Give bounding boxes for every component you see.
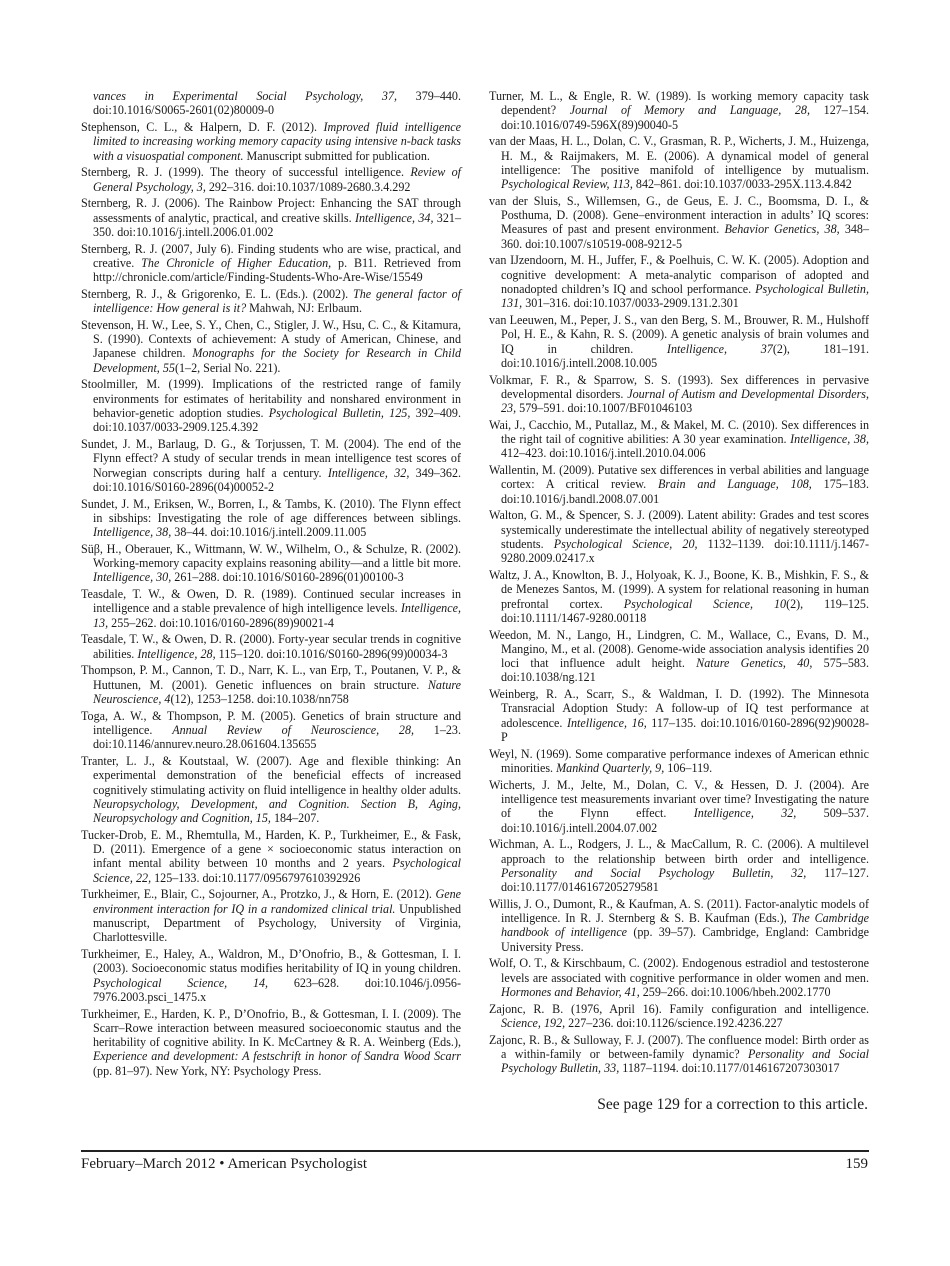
reference-source: Hormones and Behavior, 41, (501, 985, 640, 1000)
reference-entry (81, 947, 461, 1004)
reference-text: van IJzendoorn, M. H., Juffer, F., & Poelhuis, C. W. K. (2005). Adoption and cognitive development: A meta-analytic comparison of adopted and nonadopted children’s IQ and school performance. (489, 253, 869, 297)
reference-source: The general factor of intelligence: How general is it? (93, 286, 462, 316)
reference-entry (81, 287, 461, 316)
reference-text: Wolf, O. T., & Kirschbaum, C. (2002). Endogenous estradiol and testosterone levels are associated with cognitive performance in older women and men. (489, 956, 869, 985)
reference-entry (81, 318, 461, 375)
correction-note: See page 129 for a correction to this article. (597, 1096, 868, 1113)
reference-entry (81, 1007, 461, 1078)
reference-text: van der Maas, H. L., Dolan, C. V., Grasman, R. P., Wicherts, J. M., Huizenga, H. M., & Raijmakers, M. E. (2006). A dynamical model of general intelligence: The positive manifold of intelligence by mutualism. (489, 134, 869, 177)
reference-source: Intelligence, 16, (566, 715, 647, 730)
reference-source: Intelligence, 38, (790, 432, 869, 447)
reference-entry (489, 134, 869, 191)
reference-entry (81, 887, 461, 944)
reference-source: Neuropsychology, Development, and Cognition. Section B, Aging, Neuropsychology and Cognition, 15, (93, 796, 461, 826)
reference-details: 842–861. doi:10.1037/0033-295X.113.4.842 (632, 177, 852, 192)
reference-details: 117–127. doi:10.1177/0146167205279581 (501, 865, 869, 895)
reference-entry (489, 373, 869, 416)
reference-source: Intelligence, 34, (354, 210, 434, 225)
reference-source: Intelligence, 32, (693, 806, 797, 821)
reference-entry (81, 242, 461, 285)
reference-details: (12), 1253–1258. doi:10.1038/nn758 (170, 691, 349, 706)
reference-text: Sundet, J. M., Barlaug, D. G., & Torjussen, T. M. (2004). The end of the Flynn effect? A study of secular trends in mean intelligence test scores of Norwegian conscripts during half a century. (81, 436, 461, 480)
reference-entry (81, 754, 461, 825)
reference-entry (489, 897, 869, 954)
reference-text: Wichman, A. L., Rodgers, J. L., & MacCallum, R. C. (2006). A multilevel approach to the relationship between birth order and intelligence. (489, 837, 869, 866)
reference-text: Turkheimer, E., Blair, C., Sojourner, A., Protzko, J., & Horn, E. (2012). (81, 887, 436, 902)
reference-details: 321–350. doi:10.1016/j.intell.2006.01.002 (93, 210, 461, 239)
reference-text: Süβ, H., Oberauer, K., Wittmann, W. W., Wilhelm, O., & Schulze, R. (2002). Working-memory capacity explains reasoning ability—and a little bit more. (81, 541, 461, 571)
reference-entry (489, 568, 869, 625)
reference-text: Willis, J. O., Dumont, R., & Kaufman, A. S. (2011). Factor-analytic models of intelligence. In R. J. Sternberg & S. B. Kaufman (Eds.), (489, 896, 869, 926)
reference-text: Weedon, M. N., Lango, H., Lindgren, C. M., Wallace, C., Evans, D. M., Mangino, M., et al. (2008). Genome-wide association analysis identifies 20 loci that influence adult height. (489, 627, 869, 671)
reference-text: Stoolmiller, M. (1999). Implications of the restricted range of family environments for estimates of heritability and nonshared environment in behavior-genetic adoption studies. (81, 377, 461, 420)
reference-details: 575–583. doi:10.1038/ng.121 (501, 656, 870, 685)
reference-source: Monographs for the Society for Research in Child Development, 55 (93, 346, 461, 375)
reference-details: 1–23. doi:10.1146/annurev.neuro.28.061604.135655 (93, 722, 461, 752)
reference-source: Journal of Autism and Developmental Disorders, 23, (501, 386, 870, 416)
reference-source: Nature Neuroscience, 4 (93, 677, 461, 706)
reference-source: Intelligence, 32, (327, 465, 410, 480)
reference-entry (81, 663, 461, 706)
reference-source: Experience and development: A festschrift in honor of Sandra Wood Scarr (93, 1049, 461, 1064)
reference-text: Toga, A. W., & Thompson, P. M. (2005). Genetics of brain structure and intelligence. (81, 708, 461, 737)
footer-page-number: 159 (845, 1156, 868, 1172)
reference-entry (81, 587, 461, 630)
reference-source: Behavior Genetics, 38, (724, 222, 840, 237)
reference-entry (81, 632, 461, 661)
reference-details: 579–591. doi:10.1007/BF01046103 (516, 401, 693, 416)
reference-details: (pp. 81–97). New York, NY: Psychology Press. (93, 1063, 322, 1078)
reference-source: Psychological Science, 20, (553, 537, 698, 552)
reference-text: Stephenson, C. L., & Halpern, D. F. (2012). (81, 119, 324, 134)
reference-text: Zajonc, R. B., & Sulloway, F. J. (2007). The confluence model: Birth order as a within-family or between-family dynamic? (489, 1032, 869, 1062)
reference-details: 227–236. doi:10.1126/science.192.4236.227 (565, 1016, 783, 1031)
reference-text: Volkmar, F. R., & Sparrow, S. S. (1993). Sex differences in pervasive developmental disorders. (489, 372, 869, 401)
reference-details: 292–316. doi:10.1037/1089-2680.3.4.292 (205, 179, 411, 194)
reference-details: (2), 119–125. doi:10.1111/1467-9280.00118 (501, 596, 870, 625)
reference-entry (81, 196, 461, 239)
reference-text: Teasdale, T. W., & Owen, D. R. (2000). Forty-year secular trends in cognitive abilities. (81, 632, 461, 661)
reference-text: van der Sluis, S., Willemsen, G., de Geus, E. J. C., Boomsma, D. I., & Posthuma, D. (2008). Gene–environment interaction in adults’ IQ scores: Measures of past and present environment. (489, 193, 869, 237)
reference-entry (81, 120, 461, 163)
reference-details: 1187–1194. doi:10.1177/0146167207303017 (619, 1061, 840, 1076)
reference-details: 348–360. doi:10.1007/s10519-008-9212-5 (501, 222, 870, 251)
reference-details: (pp. 39–57). Cambridge, England: Cambridge University Press. (501, 925, 869, 954)
reference-source: Psychological Bulletin, 131, (501, 282, 869, 311)
reference-details: 259–266. doi:10.1006/hbeh.2002.1770 (639, 985, 831, 1000)
reference-entry (489, 837, 869, 894)
reference-text: Walton, G. M., & Spencer, S. J. (2009). Latent ability: Grades and test scores systemically underestimate the intellectual ability of negatively stereotyped students. (489, 508, 869, 552)
reference-entry (489, 628, 869, 685)
reference-details: 175–183. doi:10.1016/j.bandl.2008.07.001 (501, 477, 870, 506)
reference-text: Tranter, L. J., & Koutstaal, W. (2007). Age and flexible thinking: An experimental demonstration of the beneficial effects of increased cognitively stimulating activity on fluid intelligence in healthy older adults. (81, 753, 461, 797)
reference-details: 125–133. doi:10.1177/0956797610392926 (151, 870, 361, 885)
reference-details: 117–135. doi:10.1016/0160-2896(92)90028-P (501, 715, 869, 745)
reference-source: Intelligence, 13, (93, 601, 461, 630)
reference-entry (489, 463, 869, 506)
reference-details: (2), 181–191. doi:10.1016/j.intell.2008.10.005 (501, 341, 870, 370)
reference-text: Turner, M. L., & Engle, R. W. (1989). Is working memory capacity task dependent? (489, 89, 869, 118)
reference-entry (489, 313, 869, 370)
reference-source: Psychological Review, 113, (501, 177, 633, 192)
reference-source: Intelligence, 30, (93, 570, 172, 585)
reference-source: Psychological Science, 14, (93, 975, 269, 990)
references-left-column (81, 89, 461, 1080)
reference-details: (1–2, Serial No. 221). (174, 360, 281, 375)
reference-text: Wicherts, J. M., Jelte, M., Dolan, C. V., & Hessen, D. J. (2004). Are intelligence test measurements invariant over time? Investigating the nature of the Flynn effect. (489, 777, 869, 821)
reference-source: Mankind Quarterly, 9, (556, 761, 665, 776)
reference-details: Manuscript submitted for publication. (243, 148, 430, 163)
reference-details: 509–537. doi:10.1016/j.intell.2004.07.002 (501, 806, 869, 835)
reference-details: 301–316. doi:10.1037/0033-2909.131.2.301 (522, 296, 739, 311)
reference-entry (489, 778, 869, 835)
reference-source: Personality and Social Psychology Bulletin, 32, (501, 865, 807, 880)
reference-details: 115–120. doi:10.1016/S0160-2896(99)00034-3 (215, 646, 448, 661)
reference-source: Psychological Bulletin, 125, (268, 405, 411, 420)
reference-source: Gene environment interaction for IQ in a randomized clinical trial. (93, 887, 461, 916)
reference-details: 1132–1139. doi:10.1111/j.1467-9280.2009.02417.x (501, 537, 869, 566)
reference-source: Intelligence, 28, (137, 646, 216, 661)
reference-details: 255–262. doi:10.1016/0160-2896(89)90021-4 (108, 615, 334, 630)
reference-entry (489, 253, 869, 310)
reference-text: Weyl, N. (1969). Some comparative performance indexes of American ethnic minorities. (489, 746, 869, 776)
reference-entry (81, 497, 461, 540)
reference-entry (81, 165, 461, 194)
reference-source: Review of General Psychology, 3, (93, 165, 461, 194)
reference-details: 349–362. doi:10.1016/S0160-2896(04)00052-2 (93, 465, 462, 494)
footer-rule (81, 1150, 869, 1152)
reference-details: 623–628. doi:10.1046/j.0956-7976.2003.psci_1475.x (93, 975, 461, 1004)
reference-text: Wai, J., Cacchio, M., Putallaz, M., & Makel, M. C. (2010). Sex differences in the right tail of cognitive abilities: A 30 year examination. (489, 417, 869, 447)
reference-details: 412–423. doi:10.1016/j.intell.2010.04.006 (501, 446, 706, 461)
reference-source: Psychological Science, 22, (93, 856, 461, 885)
reference-source: Intelligence, 37 (666, 341, 773, 356)
reference-details: 127–154. doi:10.1016/0749-596X(89)90040-5 (501, 103, 870, 132)
reference-text: Turkheimer, E., Harden, K. P., D’Onofrio, B., & Gottesman, I. I. (2009). The Scarr–Rowe interaction between measured socioeconomic stautus and the heritability of cognitive ability. In K. McCartney & R. A. Weinberg (Eds.), (81, 1006, 461, 1050)
reference-text: Sundet, J. M., Eriksen, W., Borren, I., & Tambs, K. (2010). The Flynn effect in sibships: Investigating the role of age differences between siblings. (81, 496, 461, 525)
reference-entry (489, 418, 869, 461)
reference-entry (81, 709, 461, 752)
reference-source: Annual Review of Neuroscience, 28, (172, 722, 415, 737)
reference-entry (81, 828, 461, 885)
reference-source: vances in Experimental Social Psychology, 37, (93, 89, 398, 103)
footer-journal: February–March 2012 • American Psychologist (81, 1156, 368, 1172)
reference-text: Sternberg, R. J. (2007, July 6). Finding students who are wise, practical, and creative. (81, 241, 461, 270)
reference-entry (81, 89, 461, 118)
reference-source: Personality and Social Psychology Bulletin, 33, (501, 1047, 869, 1076)
reference-source: The Chronicle of Higher Education, (141, 255, 332, 270)
references-right-column (489, 89, 869, 1078)
reference-details: 261–288. doi:10.1016/S0160-2896(01)00100-3 (171, 570, 404, 585)
reference-text: van Leeuwen, M., Peper, J. S., van den Berg, S. M., Brouwer, R. M., Hulshoff Pol, H. E., & Kahn, R. S. (2009). A genetic analysis of brain volumes and IQ in children. (489, 313, 869, 356)
reference-source: Intelligence, 38, (93, 525, 172, 540)
reference-source: Nature Genetics, 40, (696, 656, 813, 671)
reference-details: 379–440. doi:10.1016/S0065-2601(02)80009-0 (93, 89, 462, 118)
reference-entry (489, 956, 869, 999)
reference-entry (489, 747, 869, 776)
reference-entry (489, 1002, 869, 1031)
reference-details: 392–409. doi:10.1037/0033-2909.125.4.392 (93, 405, 461, 435)
reference-source: The Cambridge handbook of intelligence (501, 911, 869, 940)
reference-source: Improved fluid intelligence limited to increasing working memory capacity using intensive n-back tasks with a visuospatial component. (93, 119, 461, 163)
reference-details: Mahwah, NJ: Erlbaum. (246, 301, 363, 316)
reference-text: Sternberg, R. J. (2006). The Rainbow Project: Enhancing the SAT through assessments of analytic, practical, and creative skills. (81, 196, 461, 225)
reference-entry (81, 377, 461, 434)
reference-text: Teasdale, T. W., & Owen, D. R. (1989). Continued secular increases in intelligence and a stable prevalence of high intelligence levels. (81, 587, 461, 616)
reference-entry (489, 194, 869, 251)
reference-entry (489, 687, 869, 744)
reference-details: Unpublished manuscript, Department of Psychology, University of Virginia, Charlottesville. (93, 901, 461, 945)
reference-text: Sternberg, R. J. (1999). The theory of successful intelligence. (81, 165, 411, 180)
reference-details: p. B11. Retrieved from http://chronicle.com/article/Finding-Students-Who-Are-Wise/15549 (93, 255, 461, 285)
reference-details: 106–119. (664, 761, 713, 776)
reference-source: Brain and Language, 108, (658, 477, 812, 492)
reference-entry (489, 1033, 869, 1076)
reference-text: Zajonc, R. B. (1976, April 16). Family configuration and intelligence. (489, 1001, 869, 1016)
reference-text: Waltz, J. A., Knowlton, B. J., Holyoak, K. J., Boone, K. B., Mishkin, F. S., & de Menezes Santos, M. (1999). A system for relational reasoning in human prefrontal cortex. (489, 568, 869, 611)
reference-text: Thompson, P. M., Cannon, T. D., Narr, K. L., van Erp, T., Poutanen, V. P., & Huttunen, M. (2001). Genetic influences on brain structure. (81, 663, 461, 692)
reference-source: Science, 192, (501, 1016, 566, 1031)
reference-text: Weinberg, R. A., Scarr, S., & Waldman, I. D. (1992). The Minnesota Transracial Adoption Study: A follow-up of IQ test performance at adolescence. (489, 687, 869, 730)
reference-details: 38–44. doi:10.1016/j.intell.2009.11.005 (171, 525, 367, 540)
reference-entry (489, 89, 869, 132)
reference-entry (81, 542, 461, 585)
reference-entry (81, 437, 461, 494)
reference-text: Stevenson, H. W., Lee, S. Y., Chen, C., Stigler, J. W., Hsu, C. C., & Kitamura, S. (1990). Contexts of achievement: A study of American, Chinese, and Japanese children. (81, 317, 461, 361)
reference-source: Journal of Memory and Language, 28, (569, 103, 810, 118)
reference-entry (489, 508, 869, 565)
reference-text: Wallentin, M. (2009). Putative sex differences in verbal abilities and language cortex: A critical review. (489, 463, 869, 492)
reference-text: Tucker-Drob, E. M., Rhemtulla, M., Harden, K. P., Turkheimer, E., & Fask, D. (2011). Emergence of a gene × socioeconomic status interaction on infant mental ability between 10 months and 2 years. (81, 827, 461, 871)
reference-source: Psychological Science, 10 (623, 596, 787, 611)
reference-text: Sternberg, R. J., & Grigorenko, E. L. (Eds.). (2002). (81, 286, 354, 301)
reference-details: 184–207. (270, 811, 320, 826)
reference-text: Turkheimer, E., Haley, A., Waldron, M., D’Onofrio, B., & Gottesman, I. I. (2003). Socioeconomic status modifies heritability of IQ in young children. (81, 946, 461, 976)
